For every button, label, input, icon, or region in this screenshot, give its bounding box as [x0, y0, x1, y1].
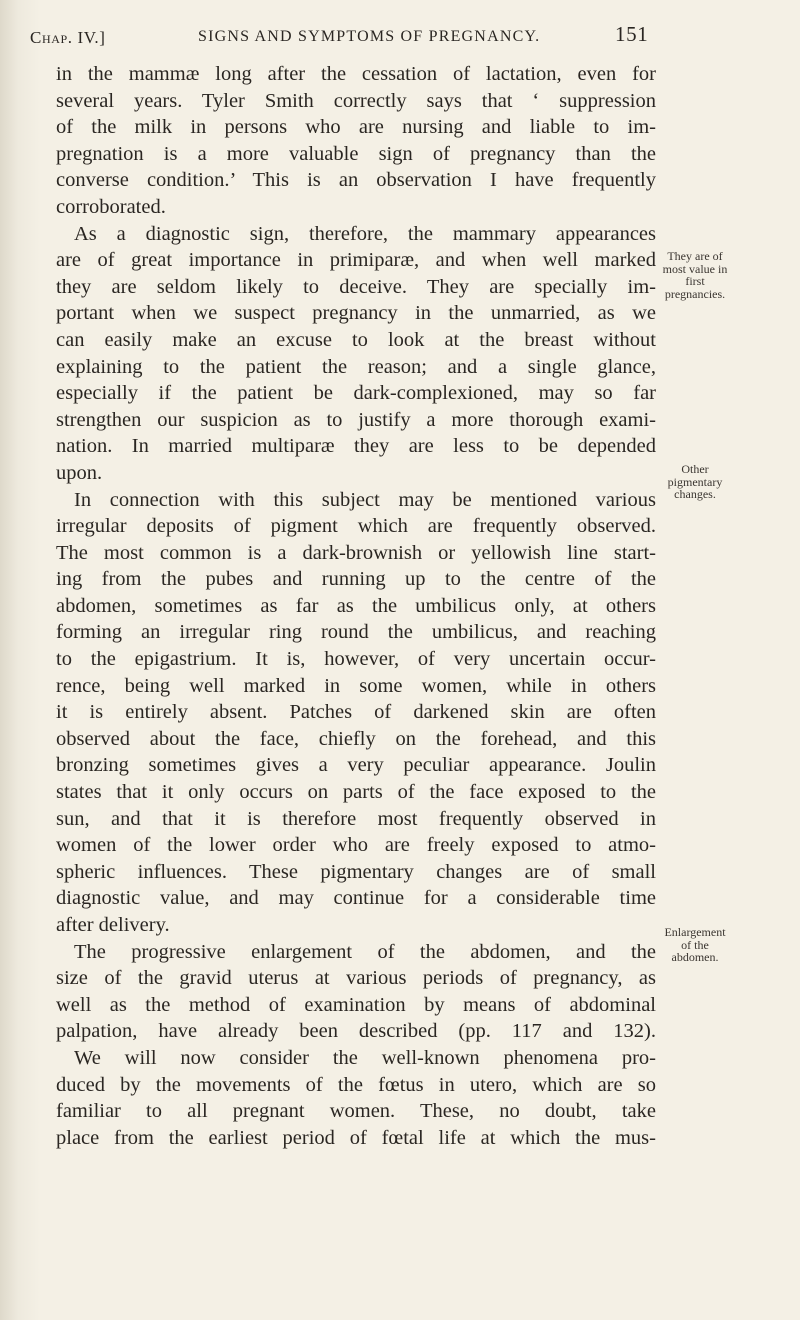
text-line: ing from the pubes and running up to the centre of the — [56, 568, 656, 591]
text-line: place from the earliest period of fœtal life at which the mus- — [56, 1126, 656, 1149]
text-line: In connection with this subject may be mentioned various — [74, 488, 656, 511]
margin-note-pigmentary-changes: Other pigmentary changes. — [667, 462, 723, 501]
text-line: bronzing sometimes gives a very peculiar appearance. Joulin — [56, 754, 656, 777]
text-line: The progressive enlargement of the abdomen, and the — [74, 940, 656, 963]
text-line: duced by the movements of the fœtus in utero, which are so — [56, 1073, 656, 1096]
chapter-label: Chap. IV.] — [30, 28, 106, 47]
text-line: are of great importance in primiparæ, and when well marked — [56, 249, 656, 272]
text-line: nation. In married multiparæ they are less to be depended — [56, 435, 656, 458]
text-line: We will now consider the well-known phenomena pro- — [74, 1046, 656, 1069]
running-title: SIGNS AND SYMPTOMS OF PREGNANCY. — [198, 28, 541, 45]
text-line: rence, being well marked in some women, while in others — [56, 674, 656, 697]
text-line: explaining to the patient the reason; and a single glance, — [56, 355, 656, 378]
text-line: to the epigastrium. It is, however, of very uncertain occur- — [56, 648, 656, 671]
text-line: spheric influences. These pigmentary changes are of small — [56, 860, 656, 883]
text-line: well as the method of examination by means of abdominal — [56, 993, 656, 1016]
text-line: size of the gravid uterus at various periods of pregnancy, as — [56, 967, 656, 990]
margin-note-mammary-value: They are of most value in first pregnancies. — [662, 249, 728, 301]
text-line: several years. Tyler Smith correctly says that ‘ suppression — [56, 89, 656, 112]
text-line: diagnostic value, and may continue for a considerable time — [56, 887, 656, 910]
text-line: upon. — [56, 461, 103, 484]
text-line: converse condition.’ This is an observation I have frequently — [56, 169, 656, 192]
text-line: abdomen, sometimes as far as the umbilicus only, at others — [56, 594, 656, 617]
text-line: forming an irregular ring round the umbilicus, and reaching — [56, 621, 656, 644]
text-line: portant when we suspect pregnancy in the unmarried, as we — [56, 302, 656, 325]
text-line: observed about the face, chiefly on the forehead, and this — [56, 727, 656, 750]
running-head — [30, 22, 670, 52]
text-line: familiar to all pregnant women. These, no doubt, take — [56, 1100, 656, 1123]
text-line: it is entirely absent. Patches of darkened skin are often — [56, 701, 656, 724]
text-line: states that it only occurs on parts of the face exposed to the — [56, 781, 656, 804]
body-text — [56, 61, 656, 1151]
text-line: corroborated. — [56, 195, 166, 218]
text-line: strengthen our suspicion as to justify a more thorough exami- — [56, 408, 656, 431]
text-line: of the milk in persons who are nursing and liable to im- — [56, 116, 656, 139]
text-line: sun, and that it is therefore most frequently observed in — [56, 807, 656, 830]
text-line: in the mammæ long after the cessation of lactation, even for — [56, 63, 656, 85]
text-line: they are seldom likely to deceive. They are specially im- — [56, 275, 656, 298]
text-line: can easily make an excuse to look at the breast without — [56, 328, 656, 351]
text-line: after delivery. — [56, 914, 170, 936]
text-line: The most common is a dark-brownish or yellowish line start- — [56, 541, 656, 564]
text-line: women of the lower order who are freely exposed to atmo- — [56, 834, 656, 857]
text-line: irregular deposits of pigment which are frequently observed. — [56, 515, 656, 538]
margin-note-enlargement: Enlargement of the abdomen. — [664, 925, 726, 964]
page-number: 151 — [615, 22, 649, 46]
text-line: pregnation is a more valuable sign of pregnancy than the — [56, 142, 656, 165]
text-line: palpation, have already been described (pp. 117 and 132). — [56, 1020, 656, 1043]
text-line: especially if the patient be dark-complexioned, may so far — [56, 382, 656, 405]
text-line: As a diagnostic sign, therefore, the mammary appearances — [74, 222, 656, 245]
